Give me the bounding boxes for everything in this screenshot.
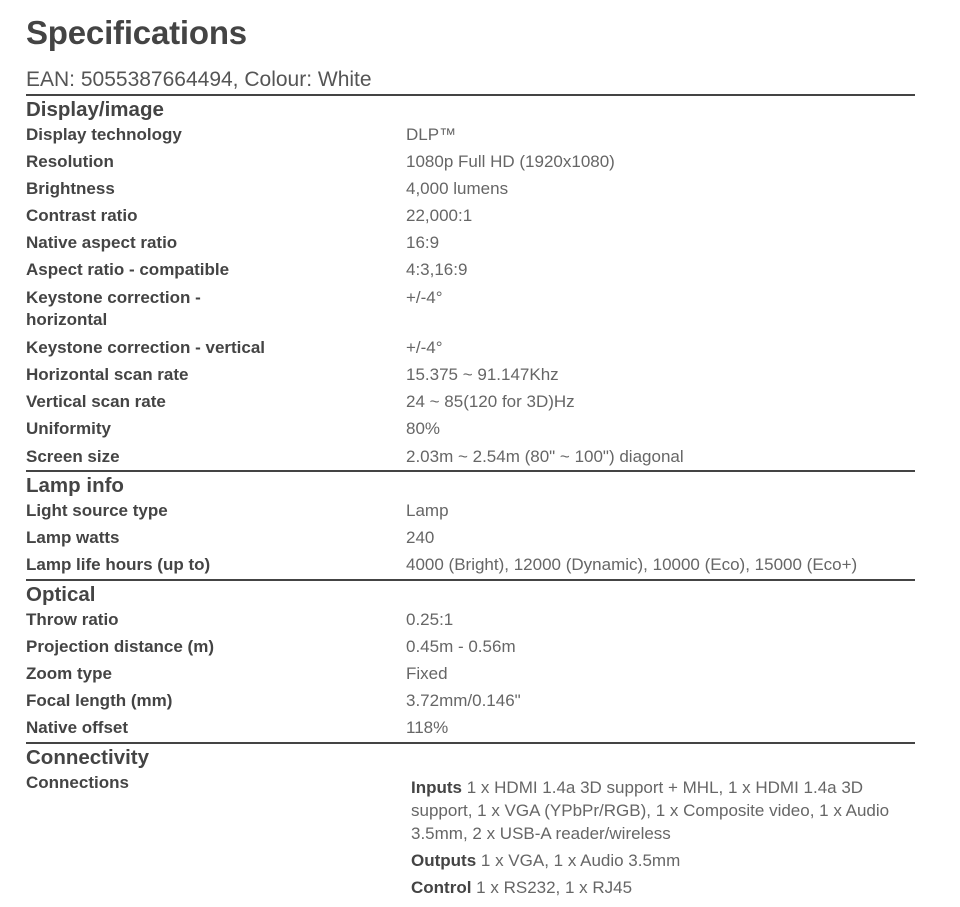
spec-value: 3.72mm/0.146" bbox=[406, 691, 521, 710]
spec-label: Display technology bbox=[26, 125, 182, 144]
section-divider bbox=[26, 579, 915, 581]
connection-inputs bbox=[411, 776, 901, 845]
spec-label: Keystone correction - vertical bbox=[26, 338, 266, 357]
outputs-title: Outputs bbox=[411, 851, 477, 870]
spec-value: 24 ~ 85(120 for 3D)Hz bbox=[406, 392, 575, 411]
section-heading-optical: Optical bbox=[26, 583, 96, 606]
spec-label: Contrast ratio bbox=[26, 206, 138, 225]
spec-label: Vertical scan rate bbox=[26, 392, 166, 411]
spec-value: 118% bbox=[406, 718, 449, 737]
spec-label: Projection distance (m) bbox=[26, 637, 214, 656]
spec-value: 16:9 bbox=[406, 233, 440, 252]
connection-control bbox=[411, 876, 901, 899]
spec-label: Light source type bbox=[26, 501, 168, 520]
spec-value: 4,000 lumens bbox=[406, 179, 509, 198]
section-divider bbox=[26, 94, 915, 96]
inputs-text: 1 x HDMI 1.4a 3D support + MHL, 1 x HDMI 1.4a 3D support, 1 x VGA (YPbPr/RGB), 1 x Composite video, 1 x Audio 3.5mm, 2 x USB-A reader/wireless bbox=[411, 778, 890, 843]
section-heading-connectivity: Connectivity bbox=[26, 746, 150, 769]
spec-value: 240 bbox=[406, 528, 435, 547]
spec-value: Lamp bbox=[406, 501, 449, 520]
spec-value: 4:3,16:9 bbox=[406, 260, 468, 279]
spec-label: Resolution bbox=[26, 152, 114, 171]
spec-value: 15.375 ~ 91.147Khz bbox=[406, 365, 559, 384]
connection-outputs bbox=[411, 849, 901, 872]
spec-value: DLP™ bbox=[406, 125, 457, 144]
spec-value: 22,000:1 bbox=[406, 206, 473, 225]
spec-label: Uniformity bbox=[26, 419, 111, 438]
spec-label: Native offset bbox=[26, 718, 129, 737]
spec-label-line: Keystone correction - bbox=[26, 288, 201, 307]
spec-label: Aspect ratio - compatible bbox=[26, 260, 230, 279]
spec-value: 2.03m ~ 2.54m (80" ~ 100") diagonal bbox=[406, 447, 684, 466]
section-divider bbox=[26, 742, 915, 744]
section-heading-lamp: Lamp info bbox=[26, 474, 124, 497]
spec-value: +/-4° bbox=[406, 288, 443, 307]
spec-value: 80% bbox=[406, 419, 441, 438]
spec-value: 4000 (Bright), 12000 (Dynamic), 10000 (Eco), 15000 (Eco+) bbox=[406, 555, 858, 574]
spec-label: Focal length (mm) bbox=[26, 691, 173, 710]
section-divider bbox=[26, 470, 915, 472]
spec-label bbox=[26, 287, 296, 331]
spec-label: Lamp watts bbox=[26, 528, 120, 547]
product-subtitle: EAN: 5055387664494, Colour: White bbox=[26, 68, 372, 91]
page-title: Specifications bbox=[26, 14, 247, 51]
spec-label: Connections bbox=[26, 773, 129, 792]
spec-label: Brightness bbox=[26, 179, 115, 198]
spec-label: Zoom type bbox=[26, 664, 112, 683]
spec-label: Native aspect ratio bbox=[26, 233, 178, 252]
spec-value: 0.25:1 bbox=[406, 610, 454, 629]
spec-label: Screen size bbox=[26, 447, 120, 466]
spec-value: +/-4° bbox=[406, 338, 443, 357]
spec-label: Throw ratio bbox=[26, 610, 119, 629]
control-title: Control bbox=[411, 878, 472, 897]
spec-label: Lamp life hours (up to) bbox=[26, 555, 211, 574]
spec-label: Horizontal scan rate bbox=[26, 365, 189, 384]
outputs-text: 1 x VGA, 1 x Audio 3.5mm bbox=[480, 851, 681, 870]
control-text: 1 x RS232, 1 x RJ45 bbox=[476, 878, 633, 897]
spec-value: 0.45m - 0.56m bbox=[406, 637, 516, 656]
spec-value: 1080p Full HD (1920x1080) bbox=[406, 152, 615, 171]
inputs-title: Inputs bbox=[411, 778, 462, 797]
spec-value: Fixed bbox=[406, 664, 448, 683]
spec-label-line: horizontal bbox=[26, 310, 108, 329]
section-heading-display: Display/image bbox=[26, 98, 164, 121]
